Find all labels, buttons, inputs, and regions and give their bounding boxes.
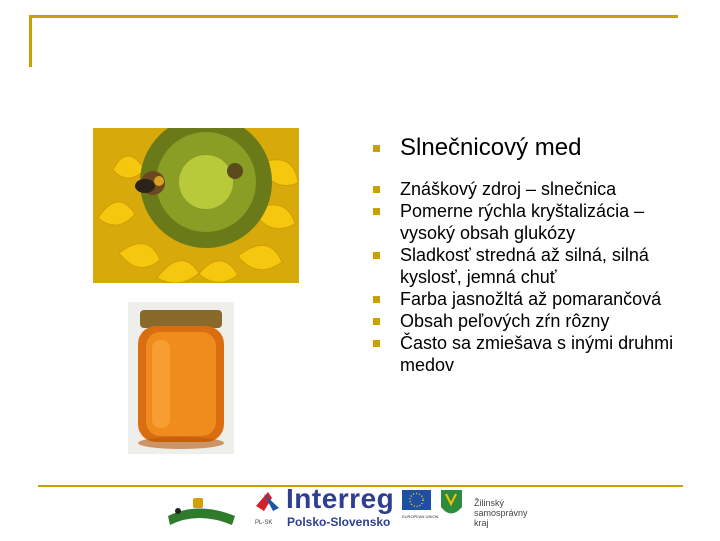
decorative-top-rule: [29, 15, 678, 18]
square-bullet-icon: [373, 145, 380, 152]
svg-text:EUROPEAN UNION: EUROPEAN UNION: [402, 514, 439, 519]
list-item: [363, 288, 693, 310]
zilina-label: Žilinský samosprávny kraj: [474, 498, 528, 528]
list-item-text: Znáškový zdroj – slnečnica: [400, 179, 617, 199]
square-bullet-icon: [373, 186, 380, 193]
bullet-list: [363, 130, 693, 376]
sunflower-photo: [93, 128, 299, 283]
honey-jar-photo: [128, 302, 234, 454]
square-bullet-icon: [373, 208, 380, 215]
list-item: [363, 178, 693, 200]
slide-title-item: [363, 130, 693, 166]
square-bullet-icon: [373, 252, 380, 259]
square-bullet-icon: [373, 340, 380, 347]
list-item-text: Farba jasnožltá až pomarančová: [400, 289, 662, 309]
list-item-text: Sladkosť stredná až silná, silná kyslosť, jemná chuť: [400, 245, 649, 287]
svg-text:PL-SK: PL-SK: [255, 520, 273, 526]
square-bullet-icon: [373, 318, 380, 325]
list-item-text: Pomerne rýchla kryštalizácia – vysoký obsah glukózy: [400, 201, 645, 243]
pl-sk-logo-icon: [255, 492, 279, 526]
zilina-region-emblem-icon: [441, 490, 462, 514]
slide-title: Slnečnicový med: [400, 134, 582, 161]
bee-logo-icon: [168, 498, 235, 525]
interreg-logo-text: Interreg: [286, 483, 395, 514]
eu-flag-icon: [402, 490, 439, 519]
region-name-text: Polsko-Slovensko: [287, 515, 391, 529]
list-item: [363, 244, 693, 288]
list-item-text: Často sa zmiešava s inými druhmi medov: [400, 333, 674, 375]
list-item-text: Obsah peľových zŕn rôzny: [400, 311, 610, 331]
decorative-left-rule: [29, 15, 32, 67]
list-item: [363, 332, 693, 376]
square-bullet-icon: [373, 296, 380, 303]
list-item: [363, 200, 693, 244]
list-item: [363, 310, 693, 332]
